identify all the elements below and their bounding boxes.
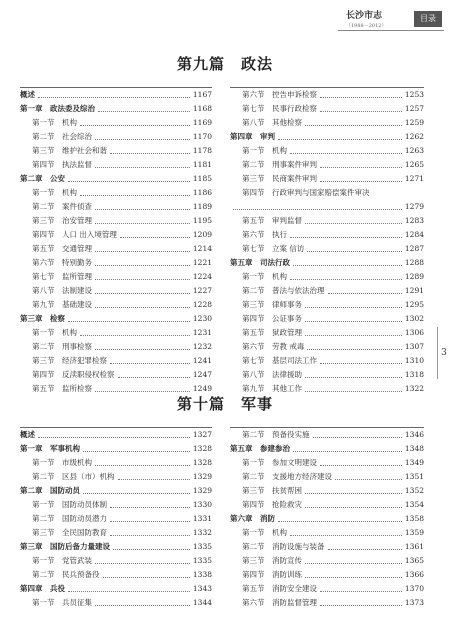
toc-page-number: 1241 bbox=[192, 356, 212, 365]
toc-entry-title: 第一节 机构 bbox=[32, 188, 77, 197]
toc-entry-title: 第七节 基层司法工作 bbox=[242, 356, 317, 365]
toc-entry-title: 第三节 扶贫帮困 bbox=[242, 486, 302, 495]
toc-page-number: 1214 bbox=[192, 244, 212, 253]
toc-entry-title: 第三节 消防宣传 bbox=[242, 556, 302, 565]
dot-leader bbox=[320, 180, 402, 182]
toc-entry-title: 第二节 消防设施与装备 bbox=[242, 542, 325, 551]
toc-entry-title: 第六节 特别勤务 bbox=[32, 258, 92, 267]
dot-leader bbox=[38, 96, 190, 98]
toc-page-number: 1354 bbox=[404, 500, 424, 509]
toc-chapter-entry bbox=[20, 88, 212, 102]
toc-page-number: 1288 bbox=[404, 258, 424, 267]
toc-page-number: 1186 bbox=[192, 188, 212, 197]
toc-page-number: 1332 bbox=[192, 528, 212, 537]
toc-page-number: 1232 bbox=[192, 342, 212, 351]
toc-section-entry bbox=[230, 116, 424, 130]
dot-leader bbox=[290, 534, 402, 536]
toc-chapter-entry bbox=[20, 172, 212, 186]
toc-section-entry bbox=[230, 158, 424, 172]
dot-leader bbox=[95, 222, 190, 224]
toc-entry-title: 第四节 执法监督 bbox=[32, 160, 92, 169]
toc-chapter-entry bbox=[20, 428, 212, 442]
toc-section-entry bbox=[230, 284, 424, 298]
toc-page-number: 1302 bbox=[404, 314, 424, 323]
dot-leader bbox=[328, 548, 402, 550]
toc-page-number: 1279 bbox=[404, 202, 424, 211]
toc-chapter-entry bbox=[20, 484, 212, 498]
toc-page-number: 1189 bbox=[192, 202, 212, 211]
toc-section-entry bbox=[230, 214, 424, 228]
dot-leader bbox=[305, 222, 402, 224]
toc-entry-title: 第四节 行政审判与国家赔偿案件审决 bbox=[242, 188, 370, 197]
toc-entry-title: 第五章 司法行政 bbox=[230, 258, 290, 267]
toc-section-entry bbox=[20, 284, 212, 298]
toc-page-number: 1265 bbox=[404, 160, 424, 169]
toc-page-number: 1370 bbox=[404, 584, 424, 593]
dot-leader bbox=[320, 166, 402, 168]
dot-leader bbox=[307, 250, 402, 252]
dot-leader bbox=[320, 110, 402, 112]
toc-page-number: 1257 bbox=[404, 104, 424, 113]
toc-section-entry bbox=[20, 526, 212, 540]
part-title: 第九篇 政法 bbox=[176, 55, 273, 73]
toc-section-entry bbox=[20, 340, 212, 354]
toc-section-entry bbox=[230, 228, 424, 242]
toc-page-number: 1328 bbox=[192, 444, 212, 453]
toc-entry-title: 第六节 执行 bbox=[242, 230, 287, 239]
toc-chapter-entry bbox=[20, 312, 212, 326]
toc-chapter-entry bbox=[230, 256, 424, 270]
toc-page-number: 1307 bbox=[404, 342, 424, 351]
toc-section-entry bbox=[20, 186, 212, 200]
toc-entry-title: 第四节 反渎职侵权检察 bbox=[32, 370, 115, 379]
toc-entry-title: 第七节 民事行政检察 bbox=[242, 104, 317, 113]
dot-leader bbox=[290, 152, 402, 154]
toc-section-entry bbox=[20, 228, 212, 242]
dot-leader bbox=[95, 264, 190, 266]
toc-entry-title: 第二章 公安 bbox=[20, 174, 65, 183]
toc-entry-title: 第一章 军事机构 bbox=[20, 444, 80, 453]
toc-section-entry bbox=[230, 554, 424, 568]
toc-section-entry bbox=[230, 88, 424, 102]
toc-page-number: 1224 bbox=[192, 272, 212, 281]
toc-page-number: 1283 bbox=[404, 216, 424, 225]
toc-page-number: 1351 bbox=[404, 472, 424, 481]
toc-section-entry bbox=[20, 144, 212, 158]
toc-entry-title: 第八节 其他检察 bbox=[242, 118, 302, 127]
toc-section-entry bbox=[230, 298, 424, 312]
book-years: （1988－2012） bbox=[346, 23, 387, 29]
toc-page-number: 1231 bbox=[192, 328, 212, 337]
toc-entry-title: 第六节 消防监督管理 bbox=[242, 598, 317, 607]
toc-page-number: 1227 bbox=[192, 286, 212, 295]
dot-leader bbox=[68, 590, 190, 592]
dot-leader bbox=[320, 464, 402, 466]
toc-entry-title: 概述 bbox=[20, 90, 35, 99]
toc-entry-title: 概述 bbox=[20, 430, 35, 439]
dot-leader bbox=[98, 110, 190, 112]
dot-leader bbox=[305, 320, 402, 322]
toc-chapter-entry bbox=[20, 442, 212, 456]
toc-entry-title: 第五节 消防安全建设 bbox=[242, 584, 317, 593]
toc-page-number: 1352 bbox=[404, 486, 424, 495]
toc-page-number: 1366 bbox=[404, 570, 424, 579]
dot-leader bbox=[110, 152, 190, 154]
toc-entry-title: 第三节 民商案件审判 bbox=[242, 174, 317, 183]
page-number: 3 bbox=[437, 327, 450, 379]
dot-leader bbox=[305, 562, 402, 564]
toc-page-number: 1343 bbox=[192, 584, 212, 593]
toc-section-entry bbox=[230, 540, 424, 554]
dot-leader bbox=[320, 96, 402, 98]
toc-page-number: 1295 bbox=[404, 300, 424, 309]
toc-page-number: 1329 bbox=[192, 472, 212, 481]
toc-section-entry bbox=[230, 484, 424, 498]
dot-leader bbox=[38, 436, 190, 438]
dot-leader bbox=[305, 576, 402, 578]
toc-section-entry bbox=[20, 596, 212, 610]
dot-leader bbox=[233, 208, 402, 210]
toc-entry-title: 第三节 经济犯罪检察 bbox=[32, 356, 107, 365]
dot-leader bbox=[83, 492, 190, 494]
dot-leader bbox=[305, 390, 402, 392]
toc-entry-title: 第三节 全民国防教育 bbox=[32, 528, 107, 537]
dot-leader bbox=[95, 562, 190, 564]
dot-leader bbox=[95, 292, 190, 294]
toc-entry-title: 第一节 机构 bbox=[242, 146, 287, 155]
toc-entry-title: 第一节 兵员征集 bbox=[32, 598, 92, 607]
toc-page-number: 1170 bbox=[192, 132, 212, 141]
dot-leader bbox=[103, 576, 190, 578]
dot-leader bbox=[118, 376, 190, 378]
toc-page-number: 1335 bbox=[192, 556, 212, 565]
toc-page-number: 1306 bbox=[404, 328, 424, 337]
toc-section-entry bbox=[20, 116, 212, 130]
dot-leader bbox=[83, 450, 190, 452]
toc-page-number: 1168 bbox=[192, 104, 212, 113]
toc-page-number: 1346 bbox=[404, 430, 424, 439]
toc-entry-title: 第一节 市级机构 bbox=[32, 458, 92, 467]
dot-leader bbox=[95, 464, 190, 466]
toc-page-number: 1338 bbox=[192, 570, 212, 579]
toc-entry-title: 第二节 刑事检察 bbox=[32, 342, 92, 351]
toc-entry-title: 第二节 社会综治 bbox=[32, 132, 92, 141]
dot-leader bbox=[307, 348, 402, 350]
toc-entry-title: 第八节 法制建设 bbox=[32, 286, 92, 295]
toc-page-number: 1361 bbox=[404, 542, 424, 551]
toc-page-number: 1289 bbox=[404, 272, 424, 281]
toc-page-number: 1178 bbox=[192, 146, 212, 155]
toc-section-entry bbox=[20, 326, 212, 340]
dot-leader bbox=[120, 236, 190, 238]
toc-page-number: 1247 bbox=[192, 370, 212, 379]
dot-leader bbox=[95, 604, 190, 606]
dot-leader bbox=[328, 292, 402, 294]
toc-section-entry bbox=[230, 582, 424, 596]
toc-entry-title: 第三节 治安管理 bbox=[32, 216, 92, 225]
toc-chapter-entry bbox=[20, 540, 212, 554]
dot-leader bbox=[305, 124, 402, 126]
toc-section-entry bbox=[20, 214, 212, 228]
toc-section-entry bbox=[230, 568, 424, 582]
toc-section-entry bbox=[230, 498, 424, 512]
toc-entry-title: 第三节 律师事务 bbox=[242, 300, 302, 309]
dot-leader bbox=[290, 236, 402, 238]
dot-leader bbox=[95, 306, 190, 308]
toc-page-number: 1291 bbox=[404, 286, 424, 295]
toc-section-entry bbox=[20, 554, 212, 568]
dot-leader bbox=[68, 320, 190, 322]
toc-entry-title: 第四节 人口 出入境管理 bbox=[32, 230, 117, 239]
toc-page-number: 1253 bbox=[404, 90, 424, 99]
toc-section-entry bbox=[20, 200, 212, 214]
toc-entry-title: 第一节 机构 bbox=[242, 528, 287, 537]
toc-section-entry bbox=[20, 512, 212, 526]
toc-section-entry bbox=[230, 144, 424, 158]
toc-page-number: 1181 bbox=[192, 160, 212, 169]
toc-section-entry bbox=[20, 256, 212, 270]
dot-leader bbox=[313, 436, 402, 438]
toc-entry-title: 第九节 基础建设 bbox=[32, 300, 92, 309]
toc-entry-title: 第四节 抢险救灾 bbox=[242, 500, 302, 509]
toc-chapter-entry bbox=[230, 442, 424, 456]
toc-page-number: 1331 bbox=[192, 514, 212, 523]
toc-chapter-entry bbox=[20, 582, 212, 596]
dot-leader bbox=[320, 590, 402, 592]
toc-section-entry bbox=[20, 158, 212, 172]
toc-page-number: 1348 bbox=[404, 444, 424, 453]
toc-entry-title: 第一节 机构 bbox=[32, 328, 77, 337]
toc-section-entry bbox=[20, 298, 212, 312]
toc-entry-title: 第六节 劳教 戒毒 bbox=[242, 342, 305, 351]
toc-page-number: 1259 bbox=[404, 118, 424, 127]
toc-page-number: 1310 bbox=[404, 356, 424, 365]
book-title: 长沙市志 bbox=[346, 11, 383, 21]
toc-section-entry bbox=[230, 340, 424, 354]
toc-section-entry bbox=[230, 456, 424, 470]
toc-entry-title: 第五章 参建参治 bbox=[230, 444, 290, 453]
toc-section-entry bbox=[230, 242, 424, 256]
toc-section-entry bbox=[230, 428, 424, 442]
dot-leader bbox=[68, 180, 190, 182]
toc-page-number: 1271 bbox=[404, 174, 424, 183]
dot-leader bbox=[305, 492, 402, 494]
toc-entry-title: 第一节 机构 bbox=[242, 272, 287, 281]
toc-page-number: 1287 bbox=[404, 244, 424, 253]
toc-section-entry bbox=[20, 470, 212, 484]
dot-leader bbox=[110, 362, 190, 364]
dot-leader bbox=[305, 376, 402, 378]
toc-section-entry bbox=[230, 200, 424, 214]
dot-leader bbox=[110, 520, 190, 522]
dot-leader bbox=[290, 278, 402, 280]
toc-entry-title: 第四章 审判 bbox=[230, 132, 275, 141]
toc-entry-title: 第一章 政法委及综治 bbox=[20, 104, 95, 113]
dot-leader bbox=[320, 604, 402, 606]
toc-page-number: 1329 bbox=[192, 486, 212, 495]
dot-leader bbox=[95, 278, 190, 280]
toc-page-number: 1373 bbox=[404, 598, 424, 607]
toc-entry-title: 第一节 参加文明建设 bbox=[242, 458, 317, 467]
toc-page-number: 1185 bbox=[192, 174, 212, 183]
dot-leader bbox=[95, 250, 190, 252]
toc-section-entry bbox=[230, 368, 424, 382]
toc-entry-title: 第五节 监所检察 bbox=[32, 384, 92, 393]
toc-page-number: 1327 bbox=[192, 430, 212, 439]
dot-leader bbox=[305, 506, 402, 508]
part-title: 第十篇 军事 bbox=[176, 395, 273, 413]
toc-page-number: 1349 bbox=[404, 458, 424, 467]
toc-page-number: 1169 bbox=[192, 118, 212, 127]
toc-page-number: 1249 bbox=[192, 384, 212, 393]
dot-leader bbox=[278, 138, 402, 140]
toc-section-entry bbox=[20, 354, 212, 368]
dot-leader bbox=[110, 506, 190, 508]
dot-leader bbox=[80, 334, 190, 336]
dot-leader bbox=[278, 520, 402, 522]
dot-leader bbox=[113, 548, 190, 550]
toc-entry-title: 第五节 狱政管理 bbox=[242, 328, 302, 337]
toc-section-entry bbox=[20, 368, 212, 382]
toc-page-number: 1365 bbox=[404, 556, 424, 565]
toc-section-entry bbox=[20, 456, 212, 470]
toc-entry-title: 第七节 立案 信访 bbox=[242, 244, 305, 253]
toc-section-entry bbox=[20, 130, 212, 144]
toc-page-number: 1209 bbox=[192, 230, 212, 239]
toc-entry-title: 第二节 民兵预备役 bbox=[32, 570, 100, 579]
dot-leader bbox=[95, 138, 190, 140]
toc-chapter-entry bbox=[20, 102, 212, 116]
toc-page-number: 1330 bbox=[192, 500, 212, 509]
toc-entry-title: 第二节 支援地方经济建设 bbox=[242, 472, 332, 481]
toc-entry-title: 第六节 控告申诉检察 bbox=[242, 90, 317, 99]
dot-leader bbox=[118, 478, 190, 480]
toc-section-entry bbox=[230, 270, 424, 284]
toc-section-entry bbox=[230, 186, 424, 200]
toc-entry-title: 第二节 刑事案件审判 bbox=[242, 160, 317, 169]
toc-page-number: 1263 bbox=[404, 146, 424, 155]
toc-entry-title: 第三章 检察 bbox=[20, 314, 65, 323]
dot-leader bbox=[305, 334, 402, 336]
dot-leader bbox=[110, 534, 190, 536]
dot-leader bbox=[293, 450, 402, 452]
toc-entry-title: 第八节 法律援助 bbox=[242, 370, 302, 379]
dot-leader bbox=[305, 306, 402, 308]
toc-section-entry bbox=[230, 526, 424, 540]
toc-entry-title: 第九节 其他工作 bbox=[242, 384, 302, 393]
toc-chapter-entry bbox=[230, 512, 424, 526]
dot-leader bbox=[320, 362, 402, 364]
dot-leader bbox=[95, 348, 190, 350]
toc-entry-title: 第一节 党管武装 bbox=[32, 556, 92, 565]
toc-entry-title: 第二节 国防动员潜力 bbox=[32, 514, 107, 523]
toc-page-number: 1195 bbox=[192, 216, 212, 225]
toc-entry-title: 第三节 维护社会和谐 bbox=[32, 146, 107, 155]
toc-section-entry bbox=[20, 242, 212, 256]
dot-leader bbox=[95, 208, 190, 210]
toc-section-entry bbox=[230, 312, 424, 326]
section-label: 目录 bbox=[414, 11, 442, 27]
toc-entry-title: 第六章 消防 bbox=[230, 514, 275, 523]
dot-leader bbox=[95, 390, 190, 392]
toc-section-entry bbox=[230, 354, 424, 368]
toc-section-entry bbox=[230, 326, 424, 340]
toc-page-number: 1167 bbox=[192, 90, 212, 99]
toc-page-number: 1228 bbox=[192, 300, 212, 309]
toc-section-entry bbox=[230, 596, 424, 610]
toc-page-number: 1221 bbox=[192, 258, 212, 267]
toc-entry-title: 第四节 公证事务 bbox=[242, 314, 302, 323]
toc-page-number: 1335 bbox=[192, 542, 212, 551]
toc-entry-title: 第七节 监所管理 bbox=[32, 272, 92, 281]
toc-page-number: 1318 bbox=[404, 370, 424, 379]
dot-leader bbox=[80, 124, 190, 126]
toc-entry-title: 第四节 消防训练 bbox=[242, 570, 302, 579]
toc-page-number: 1344 bbox=[192, 598, 212, 607]
toc-page-number: 1328 bbox=[192, 458, 212, 467]
toc-page-number: 1359 bbox=[404, 528, 424, 537]
toc-entry-title: 第五节 交通管理 bbox=[32, 244, 92, 253]
toc-entry-title: 第四章 兵役 bbox=[20, 584, 65, 593]
running-header bbox=[338, 2, 444, 46]
header-rule bbox=[338, 30, 444, 31]
toc-entry-title: 第五节 审判监督 bbox=[242, 216, 302, 225]
toc-entry-title: 第二节 预备役实施 bbox=[242, 430, 310, 439]
toc-page-number: 1262 bbox=[404, 132, 424, 141]
toc-section-entry bbox=[230, 470, 424, 484]
toc-section-entry bbox=[20, 270, 212, 284]
toc-page-number: 1322 bbox=[404, 384, 424, 393]
toc-entry-title: 第一节 国防动员体制 bbox=[32, 500, 107, 509]
dot-leader bbox=[80, 194, 190, 196]
dot-leader bbox=[293, 264, 402, 266]
toc-entry-title: 第二章 国防动员 bbox=[20, 486, 80, 495]
dot-leader bbox=[335, 478, 402, 480]
toc-page-number: 1358 bbox=[404, 514, 424, 523]
dot-leader bbox=[95, 166, 190, 168]
toc-page-number: 1284 bbox=[404, 230, 424, 239]
toc-section-entry bbox=[230, 172, 424, 186]
toc-entry-title: 第一节 机构 bbox=[32, 118, 77, 127]
toc-entry-title: 第二节 区县（市）机构 bbox=[32, 472, 115, 481]
toc-page-number: 1230 bbox=[192, 314, 212, 323]
toc-section-entry bbox=[20, 498, 212, 512]
toc-entry-title: 第三章 国防后备力量建设 bbox=[20, 542, 110, 551]
toc-section-entry bbox=[230, 102, 424, 116]
toc-entry-title: 第二节 案件侦查 bbox=[32, 202, 92, 211]
toc-chapter-entry bbox=[230, 130, 424, 144]
toc-entry-title: 第二节 普法与依法治理 bbox=[242, 286, 325, 295]
toc-section-entry bbox=[20, 568, 212, 582]
